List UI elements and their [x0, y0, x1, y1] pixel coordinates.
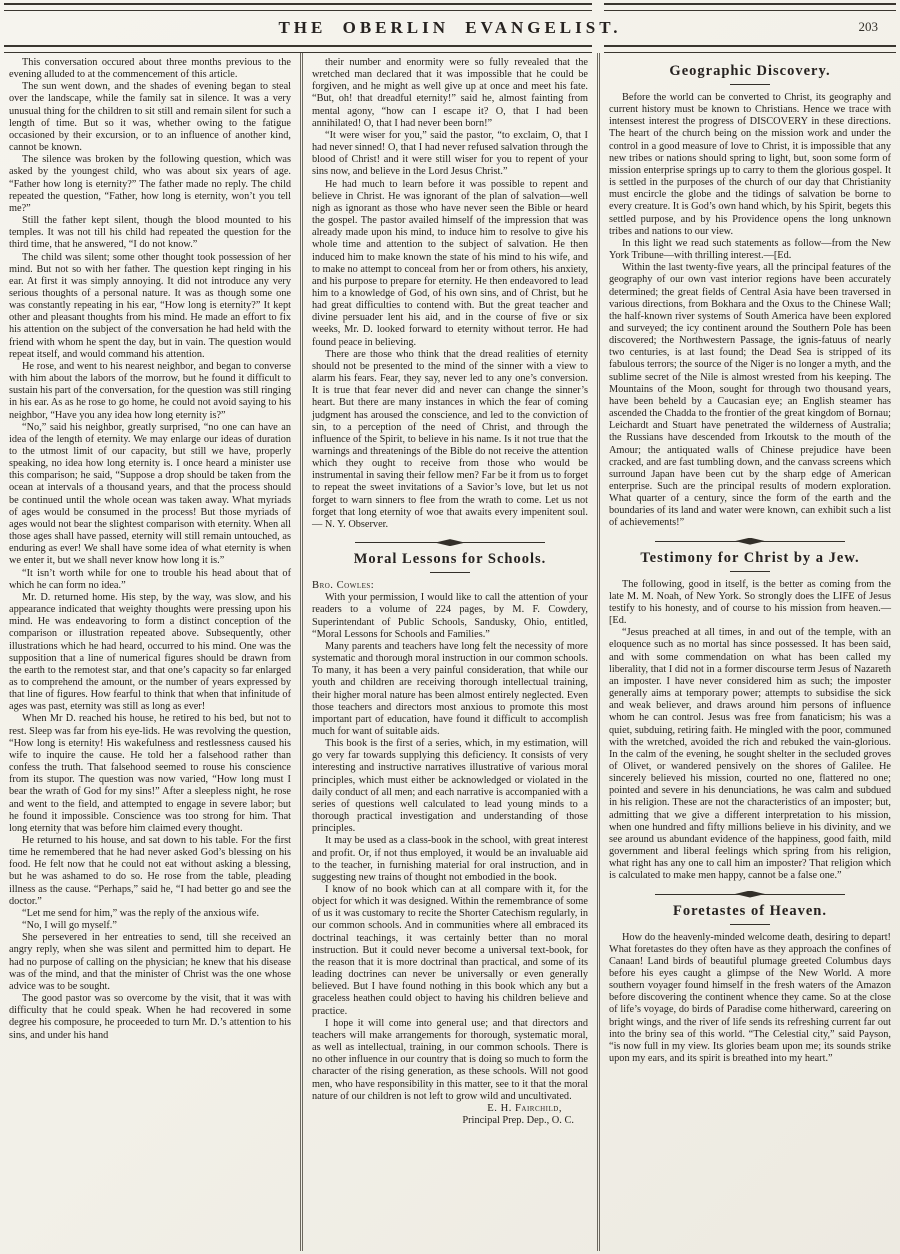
article-title: Moral Lessons for Schools. — [353, 551, 547, 568]
article-title: Testimony for Christ by a Jew. — [640, 549, 860, 566]
article-paragraph: When Mr D. reached his house, he retired to his bed, but not to rest. Sleep was far from his eye-lids. He was revolving the question, “How long is eternity! His wakefulness and restlessness caused his wife to inquire the cause. He told her a falsehood rather than confess the truth. That falsehood seemed to rouse his conscience from its stupor. The question was now varied, “How long must I bear the wrath of God for my sins!” After a sleepless night, he rose and went to the field, and attempted to engage in severe labor; but he found it impossible. Conscience was too strong for him. That long eternity that was before him claimed every thought. — [9, 713, 291, 834]
article-divider — [655, 890, 845, 899]
article-paragraph: I know of no book which can at all compare with it, for the object for which it was designed. Within the remembrance of some of us it was customary to recite the Shorter Catechism regularly, in our common schools. And in communities where all embraced its doctrinal teachings, it was certainly better than no moral instruction. But it could never become a universal text-book, for the reason that it is more doctrinal than practical, and some of its leading doctrines can never be universally or even generally believed. But I have found nothing in this book which any but a graceless heathen could object to having his children believe and practice. — [312, 884, 588, 1017]
article-title: Foretastes of Heaven. — [672, 902, 827, 919]
article-paragraph: How do the heavenly-minded welcome death, desiring to depart! What foretastes do they often have as they approach the confines of Canaan! Land birds of beautiful plumage greeted Columbus days before his eyes caught a glimpse of the New World. A more southern voyager found himself in the fresh waters of the Amazon before discovering the continent whence they came. So at the close of life’s voyage, do birds of Paradise come hitherward, careering on bright wings, and the river of life sends its refreshing current far out into the briny sea of this world. “The Celestial city,” said Payson, “is now full in my view. Its glories beam upon me; its sounds strike upon my ears, and its spirit is breathed into my heart.” — [609, 931, 891, 1065]
article-paragraph: “It were wiser for you,” said the pastor, “to exclaim, O, that I had never sinned! O, that I had never refused salvation through the blood of Christ! and it were still wiser for you to repent of your sins now, and believe in the Lord Jesus Christ.” — [312, 129, 588, 178]
article-paragraph: Many parents and teachers have long felt the necessity of more systematic and thorough moral instruction in our common schools. To many, it has been a very painful consideration, that while our youth and children are receiving thorough intellectual training, their higher moral nature has been almost entirely neglected. Even those teachers and directors most anxious to promote this most important part of education, have found it difficult to accomplish much for want of suitable aids. — [312, 640, 588, 737]
top-rule-right — [604, 3, 896, 11]
article-paragraph: He rose, and went to his nearest neighbor, and began to converse with him about the labors of the morrow, but he found it difficult to sustain his part of the conversation, for the question was still ringing in his ear. As as he rose to go home, he could not avoid saying to his neighbor, “Have you any idea how long eternity is?” — [9, 360, 291, 421]
title-rule — [730, 924, 770, 925]
article-paragraph: Still the father kept silent, though the blood mounted to his temples. It was not till his child had repeated the question for the third time, that he answered, “I do not know.” — [9, 215, 291, 251]
article-paragraph: She persevered in her entreaties to send, till she received an angry reply, when she was silent and permitted him to depart. He had no purpose of calling on the physician; he knew that his disease was of the mind, and that the minister of Christ was the one whose advice was to be sought. — [9, 932, 291, 992]
diamond-ornament-icon — [735, 891, 765, 898]
diamond-ornament-icon — [735, 538, 765, 545]
article-paragraph: It may be used as a class-book in the school, with great interest and profit. Or, if not thus employed, it would be an invaluable aid to the teacher, in furnishing material for oral instruction, and in suggesting new trains of thought not embodied in the book. — [312, 835, 588, 883]
article-paragraph: “Let me send for him,” was the reply of the anxious wife. — [22, 907, 260, 919]
article-paragraph: The silence was broken by the following question, which was asked by the youngest child, who was about six years of age. “Father how long is eternity?” The father made no reply. The child repeated the question, “Father, how long is eternity, won’t you tell me?” — [9, 154, 291, 214]
article-signature: E. H. Fairchild, — [487, 1102, 562, 1114]
column-3 — [600, 53, 900, 1251]
article-paragraph: He had much to learn before it was possible to repent and believe in Christ. He was ignorant of the plan of salvation—well nigh as ignorant as those who have never seen the Bible or heard the gospel. The pastor availed himself of the impression that was already made upon his mind, to induce him to resolve to give his whole time and attention to the subject of salvation. He then induced him to make known the state of his mind to his wife, and to make no attempt to conceal from her or from others, his anxiety, and his purpose to prepare for eternity. He then endeavored to lead him to a knowledge of God, of his own sins, and of Christ, but he had great difficulties to contend with. But the great teacher and divine persuader lent his aid, and in the course of five or six weeks, Mr. D. looked forward to eternity without terror. He had found peace in believing. — [312, 178, 588, 348]
masthead-title: THE OBERLIN EVANGELIST. — [278, 18, 622, 37]
top-rule-left — [4, 3, 592, 11]
article-paragraph: Within the last twenty-five years, all the principal features of the geography of our own vast interior regions have been accurately determined; the great fields of Central Asia have been traversed in various directions, from Bokhara and the Oxus to the Chinese Wall; the half-known river systems of South America have been explored and surveyed; the icy continent around the Southern Pole has been discovered; the Northwestern Passage, the ignis-fatuus of nearly two centuries, is at last found; the Dead Sea is stripped of its fabulous terrors; the source of the Niger is no longer a myth, and the sublime secret of the Nile is almost wrested from his keeping. The Mountains of the Moon, sought for through two thousand years, have been beheld by a Caucasian eye; an English steamer has ascended the Chadda to the frontier of the great kingdom of Bornau; Leichardt and Stuart have penetrated the wilderness of Australia; the Russians have descended from Irkoutsk to the mouth of the Amour; the antiquated walls of Chinese prejudice have been cracked, and are fast tumbling down, and the canvass screens which surround Japan have been cut by the sharp edge of American enterprise. Such are the principal results of modern exploration. What quarter of a century, since the form of the earth and the boundaries of its land and water were known, can exhibit such a list of achievements!” — [609, 262, 891, 529]
article-paragraph: There are those who think that the dread realities of eternity should not be presented to the mind of the sinner with a view to alarm his fears. Fear, they say, never led to any one’s conversion. It is true that fear never did and never can change the sinner’s heart. But there are many instances in which the fear of coming judgment has aroused the conscience, and led to the conviction of sin, to a perception of the need of Christ, and through the influence of the Spirit, to believe in his name. Is it not true that the warnings and threatenings of the Bible do not receive the attention which they ought to receive from those who would be instrumental in saving their fellow men? Far be it from us to forget to repeat the sweet invitations of a Savior’s love, but let us not forget to warn sinners to flee from the wrath to come. Let us not forget that long eternity of woe that awaits every impenitent soul.— N. Y. Observer. — [312, 348, 588, 530]
article-divider — [655, 537, 845, 546]
article-paragraph: He returned to his house, and sat down to his table. For the first time he remembered that he had never asked God’s blessing on his food. He felt now that he could not eat without asking a blessing, but he was ashamed to do so. He rose from the table, pleading illness as the cause. “Perhaps,” said he, “I had better go and see the doctor.” — [9, 835, 291, 907]
article-paragraph: This conversation occured about three months previous to the evening alluded to at the commencement of this article. — [9, 57, 291, 81]
article-paragraph: The sun went down, and the shades of evening began to steal over the landscape, while the family sat in silence. It was a very unusual thing for the children to sit still and remain silent for such a length of time. But so it was, whether owing to the fatigue occasioned by their excursion, or to an influence of another kind, cannot be known. — [9, 81, 291, 154]
article-divider — [355, 538, 545, 547]
article-paragraph: With your permission, I would like to call the attention of your readers to a volume of 224 pages, by M. F. Cowdery, Superintendant of Public Schools, Sandusky, Ohio, entitled, “Moral Lessons for Schools and Families.” — [312, 592, 588, 640]
page-number: 203 — [858, 19, 878, 34]
article-salutation: Bro. Cowles: — [312, 580, 375, 592]
article-paragraph: The child was silent; some other thought took possession of her mind. But not so with her father. The question kept ringing in his ear. At first it was simply annoying. It did not introduce any very serious thoughts of a personal nature. It was as though some one was constantly repeating in his ear, “How long is eternity?” It kept other and pleasant thoughts from his mind. He made an effort to fix his attention on the subject of the conversation he had held with the friend with whom he spent the day, but in vain. The question would repeat itself, and would command his attention. — [9, 251, 291, 360]
article-paragraph: “It isn’t worth while for one to trouble his head about that of which he can form no idea.” — [9, 567, 291, 591]
header-double-rules — [0, 45, 900, 53]
diamond-ornament-icon — [435, 539, 465, 546]
column-2 — [300, 53, 600, 1251]
title-rule — [430, 572, 470, 573]
article-title: Geographic Discovery. — [669, 63, 831, 79]
column-layout — [0, 53, 900, 1251]
article-paragraph: The good pastor was so overcome by the visit, that it was with difficulty that he could speak. When he had recovered in some degree his composure, he proceeded to turn Mr. D.’s attention to his sins, and under his hand — [9, 993, 291, 1041]
article-paragraph: In this light we read such statements as follow—from the New York Tribune—with thrilling interest.—[Ed. — [609, 237, 891, 262]
article-paragraph: “Jesus preached at all times, in and out of the temple, with an eloquence such as no mortal has since possessed. It has been said, and with some commendation on what has been called my liberality, that I did not in a former discourse term Jesus of Nazareth an imposter. I have never considered him as such; the imposter generally aims at temporary power; attempts to subsidise the sick and weak believer, and draws around him persons of influence whom he can control. Jesus was free from fanaticism; his was a quiet, subduing, retiring faith. He mingled with the poor, communed with the wretched, avoided the rich and rebuked the vain-glorious. In the calm of the evening, he sought shelter in the secluded groves of Olivet, or wandered pensively on the shores of Galilee. He sincerely believed his mission, courted no one, flattered no one; pointed and severe in his denunciations, he was calm and subdued in his religion. These are not the characteristics of an imposter; but, admitting that we give a different interpretation to his mission, when one hundred and fifty millions believe in his divinity, and we see around us abundant evidence of the happiness, good faith, mild government and liberal feelings which spring from his religion, what right has any one to call him an imposter? That religion which is calculated to make men happy, cannot be a false one.” — [609, 627, 891, 882]
article-paragraph: “No,” said his neighbor, greatly surprised, “no one can have an idea of the length of eternity. We may enlarge our ideas of duration to the utmost limit of our capacity, but still we have, properly speaking, no idea how long eternity is. I once heard a minister use this comparison; he said, “Suppose a drop should be taken from the ocean at intervals of a thousand years, and that the process should be continued until the whole ocean was taken away. What myriads of ages would be consumed in the process! But those myriads of ages would not bear the slightest comparison with eternity. When all those ages shall have passed, eternity will still remain untouched, as enduring as ever! We shall have some idea of what eternity is when we enter it, but we shall never know how long it is.” — [9, 421, 291, 567]
article-paragraph: I hope it will come into general use; and that directors and teachers will make arrangements for thorough, systematic moral, as well as intellectual, training, in our common schools. There is no other influence in our country that is doing so much to form the character of the rising generation, as these schools. Will not good men, who have responsibility in this matter, see to it that the moral nature of our children is not left to grow wild and uncultivated. — [312, 1017, 588, 1102]
article-paragraph: The following, good in itself, is the better as coming from the late M. M. Noah, of New York. So strongly does the LIFE of Jesus testify to his honesty, and of course to his mission from heaven.—[Ed. — [609, 578, 891, 627]
article-paragraph: Before the world can be converted to Christ, its geography and current history must be known to Christians. Hence we trace with intensest interest the progress of DISCOVERY in these directions. The heart of the church being on the mission work and under the control in a good measure of love to Christ, it is impossible that any new tribes or nations should spring to light, but, soon some form of mission enterprise springs up to carry to them the glorious gospel. It is settled in the purposes of the church of our day that Christianity must encircle the globe and the tidings of salvation be borne to every creature. It is God’s own hand which, by his Spirit, begets this settled purpose, and by his Providence opens the long unknown tribes and nations to our view. — [609, 92, 891, 237]
top-double-rules — [0, 0, 900, 11]
article-paragraph: Mr. D. returned home. His step, by the way, was slow, and his appearance indicated that weighty thoughts were pressing upon his mind. He was endeavoring to form a distinct conception of the comparison or illustration repeated above. Subsequently, other illustrations which he had heard, occurred to his mind. One was the supposition that a line of numerical figures should be drawn from the earth to the remotest star, and that one’s capacity so far enlarged as to comprehend the amount, or the number of years expressed by that line of figures. How fearful to think that when that infinitude of ages was past, eternity was still as long as ever! — [9, 591, 291, 713]
title-rule — [730, 84, 770, 85]
masthead — [0, 11, 900, 45]
header-rule-right — [604, 45, 896, 53]
article-paragraph: their number and enormity were so fully revealed that the wretched man declared that it was impossible that he could be forgiven, and he might as well give up at once and meet his fate. “But, oh! that dreadful eternity!” said he, almost fainting from mental agony, “how can I escape it? O, that I had been annihilated! O, that I had never been born!” — [312, 57, 588, 129]
article-paragraph: “No, I will go myself.” — [22, 920, 117, 932]
title-rule — [730, 571, 770, 572]
header-rule-left — [4, 45, 592, 53]
article-signature-title: Principal Prep. Dep., O. C. — [462, 1115, 574, 1127]
article-paragraph: This book is the first of a series, which, in my estimation, will go very far towards supplying this deficiency. It consists of very interesting and instructive narratives illustrative of various moral principles, which must either be acknowledged or violated in the daily conduct of all men; and each narrative is accompanied with a series of questions well calculated to lead young minds to a thorough practical investigation and understanding of those principles. — [312, 738, 588, 835]
column-1 — [0, 53, 300, 1251]
